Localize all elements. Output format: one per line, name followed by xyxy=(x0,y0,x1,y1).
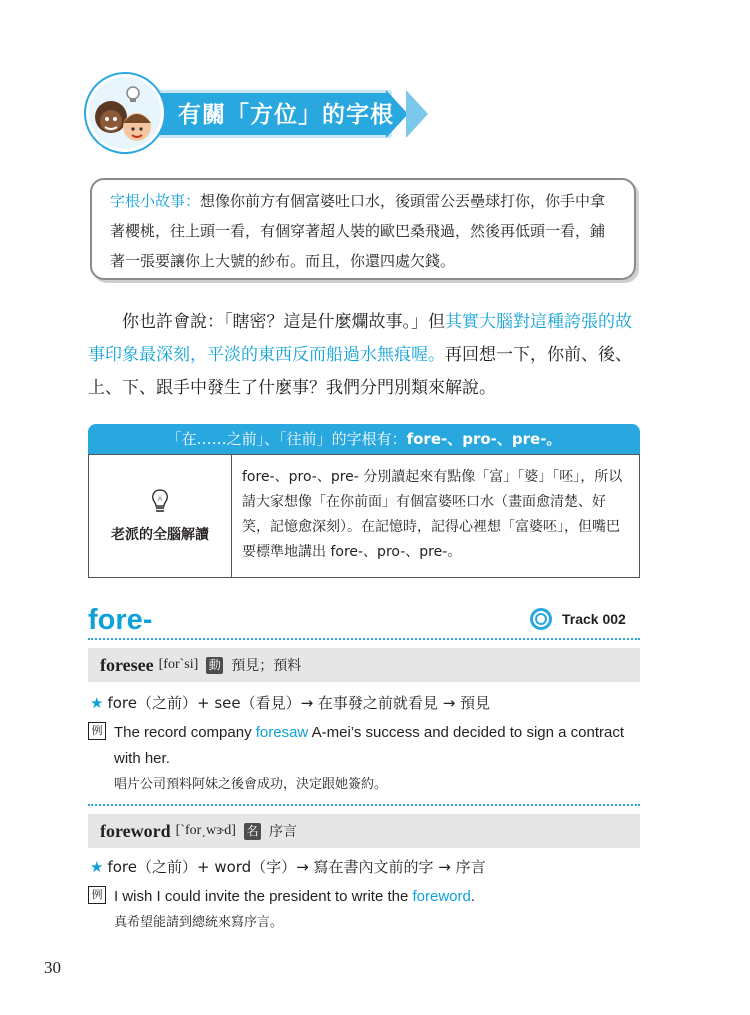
story-text: 想像你前方有個富婆吐口水，後頭雷公丟壘球打你，你手中拿著櫻桃，往上頭一看，有個穿著超人裝的歐巴桑飛過，然後再低頭一看，鋪著一張要讓你上大號的紗布。而且，你還四處欠錢。 xyxy=(110,192,606,270)
etymology-text: fore（之前）+ see（看見）→ 在事發之前就看見 → 預見 xyxy=(107,694,491,712)
table-right-cell: fore-、pro-、pre- 分別讀起來有點像「富」「婆」「呸」，所以請大家想像「在你前面」有個富婆呸口水（畫面愈清楚、好笑，記憶愈深刻）。在記憶時，記得心裡想「富婆呸」，但嘴巴要標準地講出 fore-、pro-、pre-。 xyxy=(242,469,623,560)
cd-icon xyxy=(530,608,552,630)
table-left-label: 老派的全腦解讀 xyxy=(111,527,209,543)
entry-ipa: [ˋfor͵wɝd] xyxy=(175,823,236,838)
table-header xyxy=(88,424,640,454)
cartoon-characters-icon xyxy=(86,74,164,152)
table-row xyxy=(88,454,640,578)
intro-paragraph xyxy=(88,306,648,405)
part-of-speech-badge: 動 xyxy=(206,657,223,674)
entry-ipa: [forˋsi] xyxy=(158,657,199,672)
section-title: fore- xyxy=(88,604,153,636)
etymology-text: fore（之前）+ word（字）→ 寫在書內文前的字 → 序言 xyxy=(107,858,486,876)
example-tag: 例 xyxy=(88,722,106,740)
table-header-roots: fore-、pro-、pre-。 xyxy=(406,430,562,448)
etymology-line xyxy=(90,692,490,713)
star-icon: ★ xyxy=(90,858,104,876)
page-number: 30 xyxy=(44,958,61,977)
chapter-banner xyxy=(86,74,436,150)
example-text: . xyxy=(470,888,476,905)
entry-meaning: 預見；預料 xyxy=(231,658,302,674)
section-divider xyxy=(88,638,640,640)
entry-divider xyxy=(88,804,640,806)
example-highlight: foresaw xyxy=(255,724,309,741)
track-label: Track 002 xyxy=(562,611,626,627)
audio-track[interactable] xyxy=(530,608,626,630)
etymology-line xyxy=(90,856,486,877)
example-translation: 唱片公司預料阿妹之後會成功，決定跟她簽約。 xyxy=(114,777,388,792)
example-block xyxy=(88,720,628,796)
example-text: A-mei’s success and decided to sign a contract with her. xyxy=(114,724,624,767)
entry-word: foresee xyxy=(100,654,154,675)
paragraph-highlight: 其實大腦對這種誇張的故事印象最深刻，平淡的東西反而船過水無痕喔。 xyxy=(88,312,632,365)
table-left-cell xyxy=(89,455,232,577)
example-block xyxy=(88,884,628,934)
entry-meaning: 序言 xyxy=(268,824,297,840)
banner-title: 有關「方位」的字根 xyxy=(178,102,394,128)
story-label: 字根小故事： xyxy=(110,192,201,210)
root-story-box xyxy=(90,178,636,280)
lightbulb-icon xyxy=(151,488,169,514)
star-icon: ★ xyxy=(90,694,104,712)
paragraph-part2: 再回想一下，你前、後、上、下、跟手中發生了什麼事？我們分門別類來解說。 xyxy=(88,345,632,398)
example-tag: 例 xyxy=(88,886,106,904)
example-sentence xyxy=(114,884,628,910)
example-text: The record company xyxy=(114,724,256,741)
entry-header xyxy=(88,814,640,848)
entry-header xyxy=(88,648,640,682)
example-highlight: foreword xyxy=(412,888,471,905)
example-text: I wish I could invite the president to write the xyxy=(114,888,413,905)
paragraph-part1: 你也許會說：「瞎密？這是什麼爛故事。」但 xyxy=(122,312,445,332)
example-translation: 真希望能請到總統來寫序言。 xyxy=(114,915,284,930)
root-table xyxy=(88,424,640,578)
part-of-speech-badge: 名 xyxy=(244,823,261,840)
table-header-prefix: 「在……之前」、「往前」的字根有： xyxy=(166,430,407,448)
example-sentence xyxy=(114,720,628,772)
banner-arrow-icon xyxy=(406,90,428,138)
entry-word: foreword xyxy=(100,820,171,841)
